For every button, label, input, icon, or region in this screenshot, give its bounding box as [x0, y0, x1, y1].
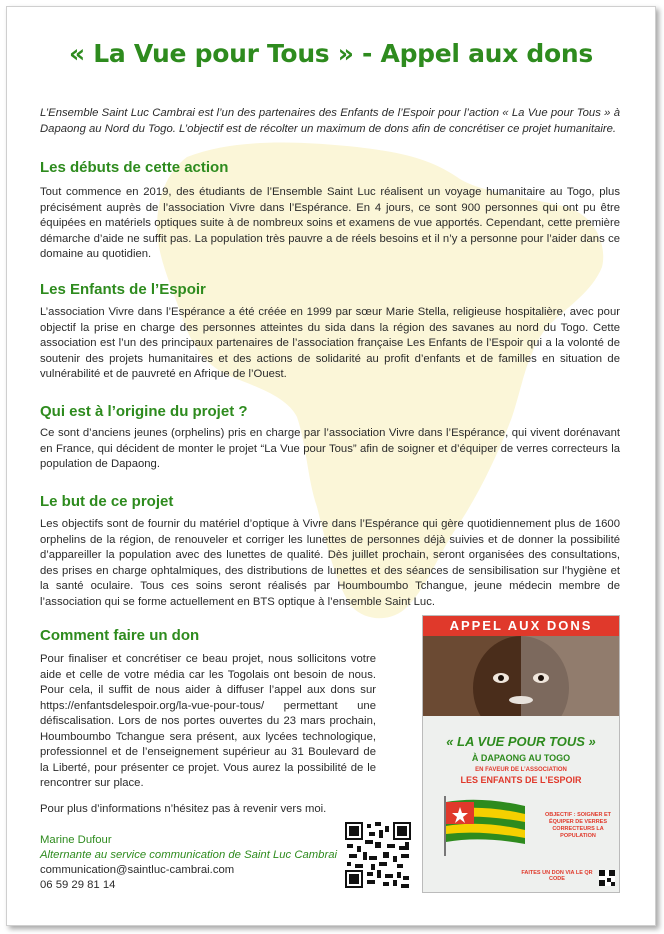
section-text-don: Pour finaliser et concrétiser ce beau projet, nous sollicitons votre aide et celle de votre média car les Togolais ont besoin de nous. Pour cela, il suffit de nous aider à diffuser l’appel aux dons sur https://enfantsdelespoir.org/la-vue-pour-tous/ permettant une défiscalisation. Lors de nos portes ouvertes du 23 mars prochain, Houmboumbo Tchangue sera présent, aux lycées technologique, professionnel et de l’enseignement supérieur au 31 Boulevard de la Liberté, pour présenter ce projet. Vous aurez la possibilité de le rencontrer sur place. [40, 653, 376, 789]
content-layer [7, 7, 655, 925]
section-heading-enfants: Les Enfants de l’Espoir [40, 281, 206, 298]
section-text-but: Les objectifs sont de fournir du matériel d’optique à Vivre dans l’Espérance qui gère quotidiennement plus de 1600 orphelins de la région, de renouveler et corriger les lunettes de personnes déjà suivies et de donner la possibilité d’appareiller la population avec des lunettes de qualité. Dès juillet prochain, seront organisées des consultations, des prises en charge ophtalmiques, des distributions de lunettes et des séances de sensibilisation sur l’hygiène et la santé oculaire. Tous ces soins seront réalisés par Houmboumbo Tchangue, jeune médecin membre de l’association qui se forme actuellement en BTS optique à l’ensemble Saint Luc. [40, 518, 620, 608]
signature-role: Alternante au service communication de Saint Luc Cambrai [40, 849, 338, 861]
poster-qr-icon [599, 870, 615, 886]
qr-code-icon[interactable] [345, 822, 411, 888]
section-heading-origine: Qui est à l’origine du projet ? [40, 403, 248, 420]
child-photo-image [423, 636, 619, 716]
poster-favor: EN FAVEUR DE L’ASSOCIATION [475, 767, 567, 773]
closing-text: Pour plus d’informations n’hésitez pas à revenir vers moi. [40, 803, 327, 815]
page-title: « La Vue pour Tous » - Appel aux dons [69, 39, 593, 68]
poster-header: APPEL AUX DONS [423, 616, 619, 636]
poster-title: « LA VUE POUR TOUS » [446, 734, 596, 749]
signature-block [40, 833, 337, 893]
section-text-enfants: L’association Vivre dans l’Espérance a été créée en 1999 par sœur Marie Stella, religieuse hospitalière, avec pour objectif la prise en charge des personnes atteintes du sida dans la région des savanes au nord du Togo. Cette association est l’un des principaux partenaires de l’association française Les Enfants de l’Espoir qui a la volonté de soutenir des projets humanitaires et des actions de solidarité au profit d’enfants et de familles en situation de vulnérabilité et de pauvreté en Afrique de l’Ouest. [40, 306, 620, 380]
poster-assoc: LES ENFANTS DE L’ESPOIR [460, 775, 582, 785]
intro-paragraph: L’Ensemble Saint Luc Cambrai est l’un des partenaires des Enfants de l’Espoir pour l’action « La Vue pour Tous » à Dapaong au Nord du Togo. L’objectif est de récolter un maximum de dons afin de concrétiser ce projet humanitaire. [40, 107, 620, 135]
signature-email[interactable]: communication@saintluc-cambrai.com [40, 864, 235, 876]
section-text-origine: Ce sont d’anciens jeunes (orphelins) pris en charge par l’association Vivre dans l’Espérance, qui vivent dorénavant en France, qui décident de monter le projet “La Vue pour Tous” afin de soigner et d’équiper de verres correcteurs la population de Dapaong. [40, 427, 620, 470]
section-heading-but: Le but de ce projet [40, 493, 174, 510]
signature-phone: 06 59 29 81 14 [40, 879, 116, 891]
poster-footer: FAITES UN DON VIA LE QR CODE [521, 870, 593, 882]
document-page [6, 6, 656, 926]
togo-flag-image [441, 796, 529, 856]
section-heading-don: Comment faire un don [40, 627, 200, 644]
signature-name: Marine Dufour [40, 834, 112, 846]
section-heading-debuts: Les débuts de cette action [40, 159, 229, 176]
poster-objective: OBJECTIF : SOIGNER ET ÉQUIPER DE VERRES CORRECTEURS LA POPULATION [544, 812, 611, 839]
donation-poster [422, 615, 620, 893]
section-text-debuts: Tout commence en 2019, des étudiants de l’Ensemble Saint Luc réalisent un voyage humanitaire au Togo, plus précisément auprès de l’association Vivre dans l’Espérance. En 4 jours, ce sont 900 personnes qui ont pu être équipées en matériels optiques suite à de nombreux soins et examens de vue apportés. Cependant, cette première démarche d’aide ne suffit pas. La population très pauvre a de réels besoins et il n’y a personne pour l’aider dans ce domaine au quotidien. [40, 186, 620, 260]
poster-place: À DAPAONG AU TOGO [471, 753, 571, 763]
